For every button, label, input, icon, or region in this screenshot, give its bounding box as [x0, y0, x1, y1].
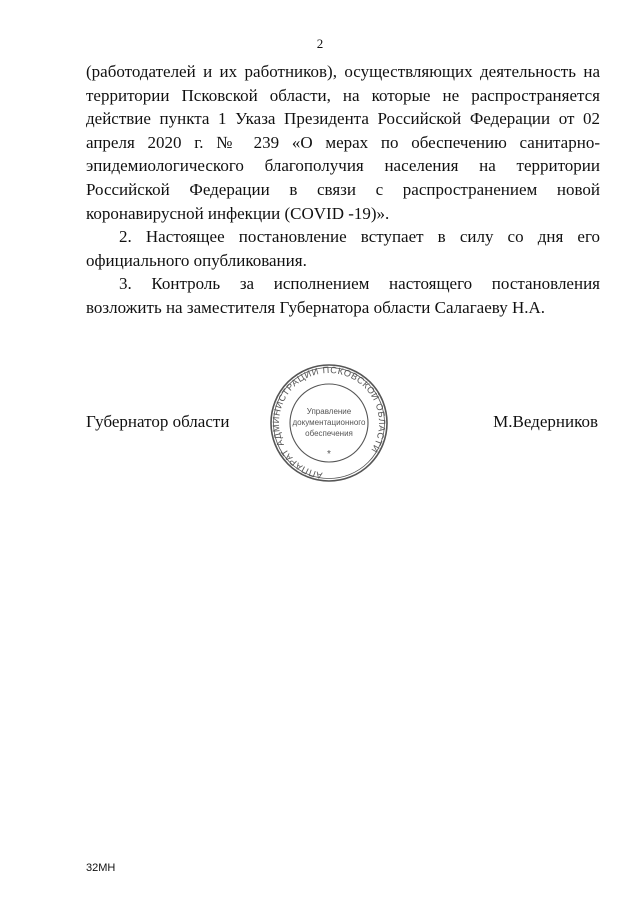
signatory-position: Губернатор области: [86, 412, 230, 431]
paragraph-continuation: (работодателей и их работников), осуществляющих деятельность на территории Псковской области, на которые не распространяется действие пункта 1 Указа Президента Российской Федерации от 02 апреля 2020 г. № 239 «О мерах по обеспечению санитарно-эпидемиологического благополучия населения на территории Российской Федерации в связи с распространением новой коронавирусной инфекции (COVID -19)».: [86, 62, 600, 223]
official-stamp: [264, 362, 394, 482]
stamp-ring-text: АППАРАТ АДМИНИСТРАЦИИ ПСКОВСКОЙ ОБЛАСТИ: [270, 364, 388, 481]
stamp-center-line-1: Управление: [306, 407, 352, 416]
document-body: [86, 60, 600, 320]
stamp-center-line-3: обеспечения: [305, 429, 353, 438]
paragraph-item-3: 3. Контроль за исполнением настоящего постановления возложить на заместителя Губернатора области Салагаеву Н.А.: [86, 274, 600, 317]
stamp-seal-graphic: [264, 362, 394, 482]
document-footer-code: 32МН: [86, 862, 116, 874]
paragraph-item-2: 2. Настоящее постановление вступает в силу со дня его официального опубликования.: [86, 227, 600, 270]
signatory-name: М.Ведерников: [493, 412, 598, 431]
stamp-star: *: [327, 449, 331, 460]
page-number: 2: [316, 36, 324, 51]
stamp-center-line-2: документационного: [292, 418, 366, 427]
